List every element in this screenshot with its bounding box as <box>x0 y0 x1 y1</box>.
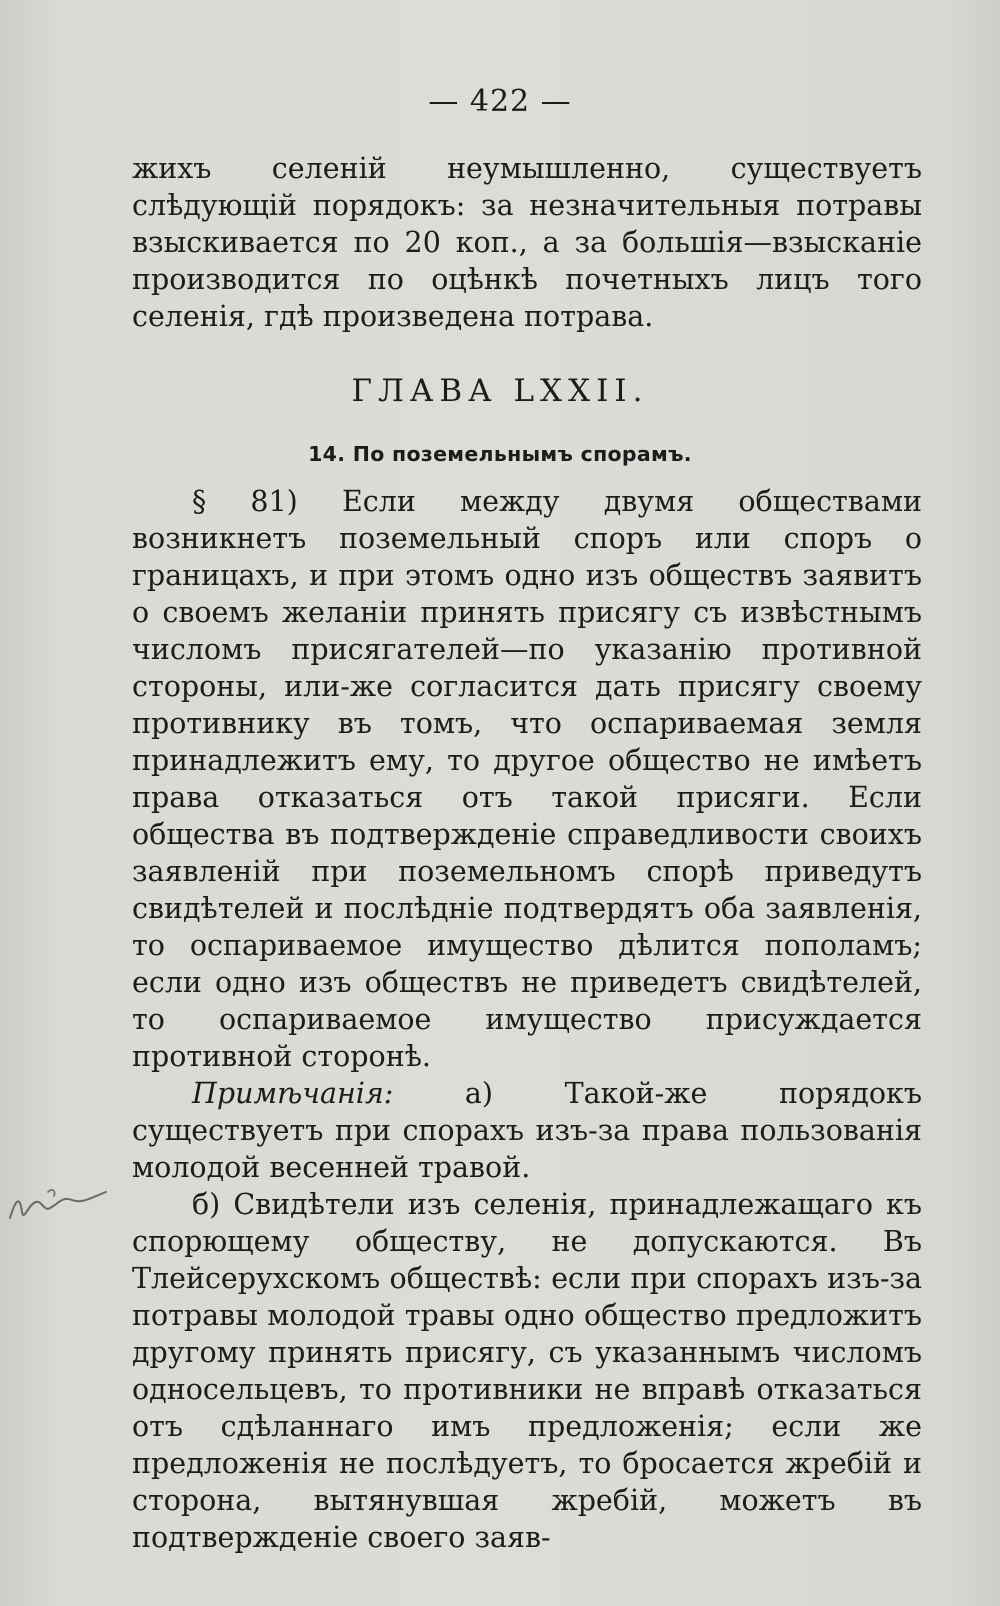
paragraph-81: § 81) Если между двумя обществами возникнетъ поземельный споръ или споръ о границахъ, и при этомъ одно изъ обществъ заявитъ о своемъ желаніи принять присягу съ извѣстнымъ числомъ присягателей—по указанію противной стороны, или-же согласится дать присягу своему противнику въ томъ, что оспариваемая земля принадлежитъ ему, то другое общество не имѣетъ права отказаться отъ такой присяги. Если общества въ подтвержденіе справедливости своихъ заявленій при поземельномъ спорѣ приведутъ свидѣтелей и послѣдніе подтвердятъ оба заявленія, то оспариваемое имущество дѣлится пополамъ; если одно изъ обществъ не приведетъ свидѣтелей, то оспариваемое имущество присуждается противной сторонѣ. <box>132 485 922 1073</box>
handwritten-margin-mark <box>2 1178 122 1238</box>
note-a-text: а) Такой-же порядокъ существуетъ при спорахъ изъ-за права пользованія молодой весенней травой. <box>132 1077 922 1184</box>
main-body <box>132 483 922 1556</box>
note-a <box>132 1075 922 1186</box>
continuation-paragraph <box>132 150 922 335</box>
chapter-heading: ГЛАВА LXXII. <box>351 373 649 409</box>
note-label: Примѣчанія: <box>192 1077 394 1110</box>
note-b: б) Свидѣтели изъ селенія, принадлежащаго къ спорющему обществу, не допускаются. Въ Тлейсерухскомъ обществѣ: если при спорахъ изъ-за потравы молодой травы одно общество предложитъ другому принять присягу, съ указаннымъ числомъ односельцевъ, то противники не вправѣ отказаться отъ сдѣланнаго имъ предложенія; если же предложенія не послѣдуетъ, то бросается жребій и сторона, вытянувшая жребій, можетъ въ подтвержденіе своего заяв- <box>132 1188 922 1554</box>
page-number: — 422 — <box>428 84 572 119</box>
section-heading: 14. По поземельнымъ спорамъ. <box>308 442 692 466</box>
continuation-text: жихъ селеній неумышленно, существуетъ слѣдующій порядокъ: за незначительныя потравы взыскивается по 20 коп., а за большія—взысканіе производится по оцѣнкѣ почетныхъ лицъ того селенія, гдѣ произведена потрава. <box>132 152 922 333</box>
